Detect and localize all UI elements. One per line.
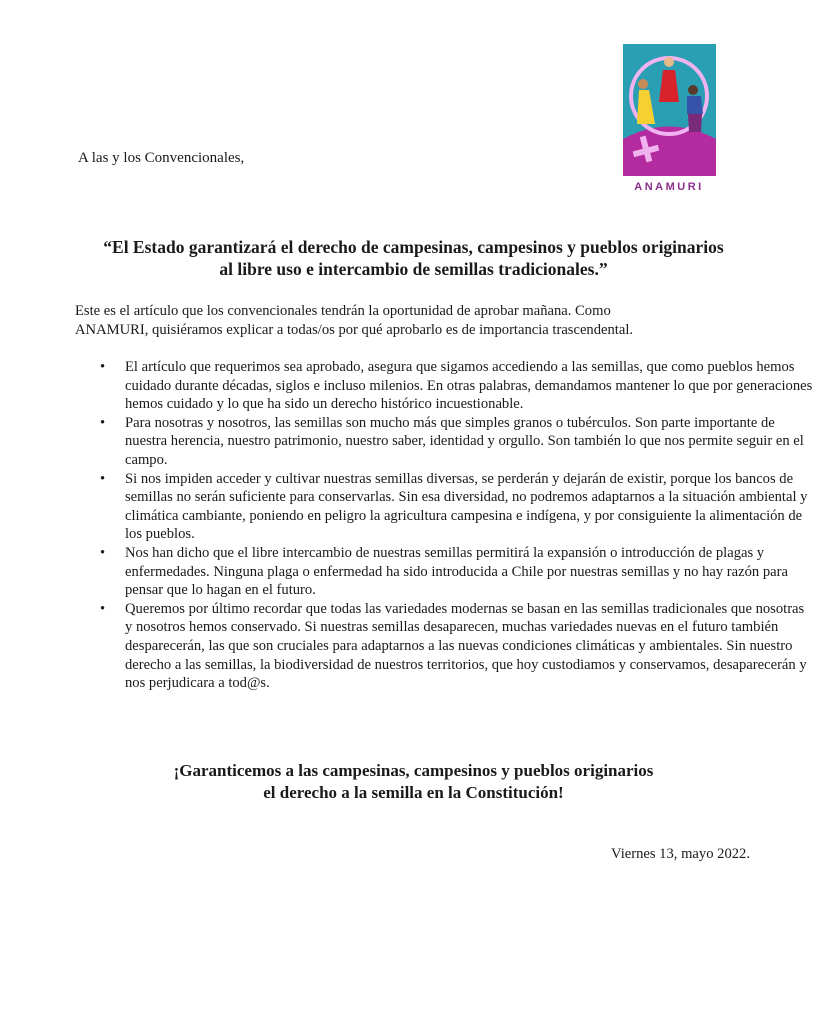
figure-head-center <box>664 57 674 67</box>
list-item <box>100 358 815 414</box>
list-item-text: Nos han dicho que el libre intercambio de nuestras semillas permitirá la expansión o introducción de plagas y enfermedades. Ninguna plaga o enfermedad ha sido introducida a Chile por nuestras semillas y no hay razón para pensar que lo hagan en el futuro. <box>125 544 788 599</box>
list-item-text: Para nosotras y nosotros, las semillas son mucho más que simples granos o tubérculos. Son parte importante de nuestra herencia, nuestro patrimonio, nuestro saber, identidad y orgullo. Son también lo que nos permite seguir en el campo. <box>125 414 804 468</box>
figure-head-left <box>638 79 648 89</box>
anamuri-logo-icon <box>623 44 716 194</box>
figure-head-right <box>688 85 698 95</box>
salutation: A las y los Convencionales, <box>78 150 245 166</box>
intro-line-1: Este es el artículo que los convencionales tendrán la oportunidad de aprobar mañana. Como <box>75 303 611 319</box>
article-title <box>60 236 767 280</box>
closing-slogan <box>60 760 767 804</box>
letter-date: Viernes 13, mayo 2022. <box>611 846 750 862</box>
bullet-icon: • <box>100 470 106 487</box>
list-item-text: Si nos impiden acceder y cultivar nuestras semillas diversas, se perderán y dejarán de existir, porque los bancos de semillas no serán suficiente para conservarlas. Sin esa diversidad, no podremos adaptarnos a la situación ambiental y climática cambiante, poniendo en peligro la agricultura campesina e indígena, y por consiguiente la alimentación de los pueblos. <box>125 470 808 543</box>
figure-skirt-purple <box>688 114 702 132</box>
list-item-text: Queremos por último recordar que todas las variedades modernas se basan en las semillas tradicionales que nosotras y nosotros hemos conservado. Si nuestras semillas desaparecen, muchas variedades nuevas en el futuro también desparecerán, las que son cruciales para adaptarnos a las nuevas condiciones climáticas y ambientales. Sin nuestro derecho a las semillas, la biodiversidad de nuestros territorios, que hoy custodiamos y conservamos, desaparecerán y nos perjudicara a tod@s. <box>125 600 807 692</box>
logo-text: ANAMURI <box>634 181 704 193</box>
list-item <box>100 470 815 544</box>
bullet-icon: • <box>100 414 106 431</box>
intro-line-2: ANAMURI, quisiéramos explicar a todas/os por qué aprobarlo es de importancia trascendental. <box>75 322 634 338</box>
list-item <box>100 544 815 600</box>
list-item <box>100 414 815 470</box>
list-item <box>100 600 815 693</box>
bullet-icon: • <box>100 544 106 561</box>
anamuri-logo <box>623 44 716 194</box>
closing-line-1: ¡Garanticemos a las campesinas, campesinos y pueblos originarios <box>173 761 654 780</box>
closing-line-2: el derecho a la semilla en la Constitución! <box>263 783 564 802</box>
bullet-icon: • <box>100 600 106 617</box>
list-item-text: El artículo que requerimos sea aprobado, asegura que sigamos accediendo a las semillas, que como pueblos hemos cuidado durante décadas, siglos e incluso milenios. En otras palabras, demandamos mantener lo que por generaciones hemos cuidado y lo que ha sido un derecho histórico incuestionable. <box>125 359 813 413</box>
argument-list <box>75 358 815 693</box>
figure-shirt-blue <box>687 96 703 114</box>
bullet-icon: • <box>100 359 106 375</box>
article-title-line-1: “El Estado garantizará el derecho de campesinas, campesinos y pueblos originarios <box>103 237 724 257</box>
intro-paragraph <box>75 302 765 340</box>
article-title-line-2: al libre uso e intercambio de semillas tradicionales.” <box>219 259 608 279</box>
